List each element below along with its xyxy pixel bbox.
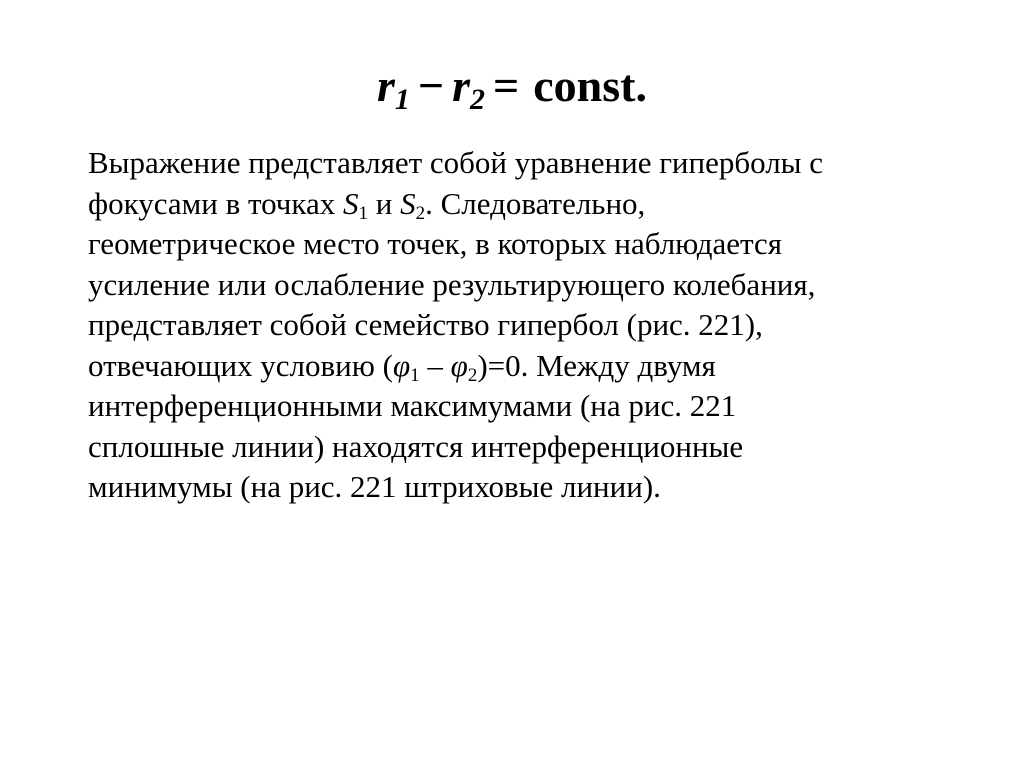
symbol-s2: S [400,185,416,221]
symbol-phi2: φ [450,347,468,383]
text-line-2: фокусами в точках $S_1$ и $S_2$. Следовательно, [88,185,646,224]
symbol-phi1: φ [393,347,411,383]
formula-heading [0,58,1024,114]
formula-minus: − [417,60,445,111]
text-line-4: усиление или ослабление результирующего колебания, [88,266,816,302]
text-line-7: интерференционными максимумами (на рис. 221 [88,388,737,423]
text-line-6: отвечающих условию $(\varphi_1 - \varphi_2)=0$. Между двумя [88,347,716,386]
symbol-s1: S [342,185,359,221]
text-line-5: представляет собой семейство гипербол (рис. 221), [88,307,763,342]
formula-r2: $r_2$ [452,60,486,116]
formula-const: const. [533,60,647,111]
body-paragraph [88,143,948,508]
formula-equals: = [493,60,520,111]
text-line-8: сплошные линии) находятся интерференционные [88,428,744,464]
text-line-1: Выражение представляет собой уравнение гиперболы с [88,145,824,180]
formula-r1: $r_1$ [377,60,410,116]
text-line-9: минимумы (на рис. 221 штриховые линии). [88,469,661,504]
text-line-3: геометрическое место точек, в которых наблюдается [88,226,782,261]
